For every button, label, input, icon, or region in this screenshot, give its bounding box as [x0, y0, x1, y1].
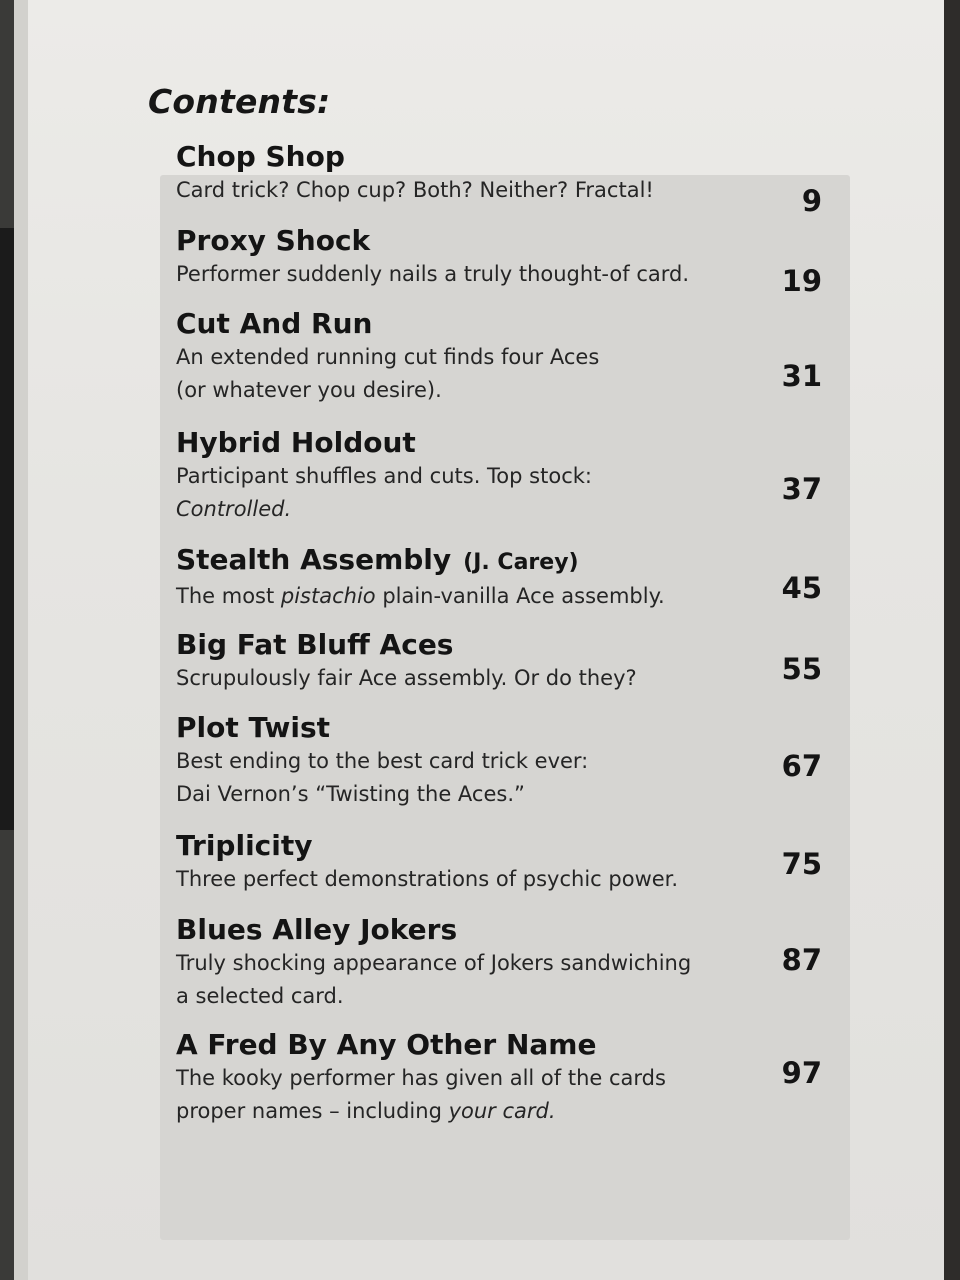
entry-title: Plot Twist — [176, 711, 331, 744]
entry-description — [176, 947, 736, 1013]
description-line: Three perfect demonstrations of psychic power. — [176, 867, 679, 891]
toc-entry-hybrid-holdout — [176, 426, 836, 526]
description-line: (or whatever you desire). — [176, 378, 442, 402]
description-line: Scrupulously fair Ace assembly. Or do they? — [176, 666, 637, 690]
description-line: Best ending to the best card trick ever: — [176, 749, 589, 773]
description-line: Card trick? Chop cup? Both? Neither? Fractal! — [176, 178, 654, 202]
entry-description — [176, 341, 736, 407]
contents-heading: Contents: — [148, 82, 331, 121]
description-line — [176, 1095, 736, 1128]
page-edge — [14, 0, 28, 1280]
page-number: 45 — [781, 571, 822, 605]
entry-title: Triplicity — [176, 829, 313, 862]
toc-entry-a-fred-by-any-other-name — [176, 1028, 836, 1128]
description-emphasis: your card. — [448, 1099, 556, 1123]
toc-entry-chop-shop — [176, 140, 836, 218]
toc-entry-stealth-assembly — [176, 543, 836, 613]
page-number: 75 — [781, 847, 822, 881]
description-line: Performer suddenly nails a truly thought-of card. — [176, 262, 690, 286]
entry-description — [176, 460, 736, 526]
description-line: Truly shocking appearance of Jokers sandwiching — [176, 951, 692, 975]
entry-description — [176, 863, 736, 896]
entry-title: Chop Shop — [176, 140, 345, 173]
photo-edge — [944, 0, 960, 1280]
description-line: An extended running cut finds four Aces — [176, 345, 600, 369]
toc-entry-cut-and-run — [176, 307, 836, 407]
entry-title: Proxy Shock — [176, 224, 371, 257]
toc-entry-plot-twist — [176, 711, 836, 811]
description-line: Dai Vernon’s “Twisting the Aces.” — [176, 782, 525, 806]
entry-title-text: Stealth Assembly — [176, 543, 452, 576]
entry-description — [176, 174, 736, 207]
toc-entry-big-fat-bluff-aces — [176, 628, 836, 695]
page-number: 97 — [781, 1056, 822, 1090]
entry-title: A Fred By Any Other Name — [176, 1028, 597, 1061]
description-line: a selected card. — [176, 984, 344, 1008]
toc-entry-proxy-shock — [176, 224, 836, 298]
entry-title — [176, 543, 836, 580]
page-number: 87 — [781, 943, 822, 977]
entry-credit: (J. Carey) — [463, 550, 579, 575]
description-emphasis: pistachio — [280, 584, 376, 608]
entry-title: Blues Alley Jokers — [176, 913, 458, 946]
book-binding — [0, 228, 14, 830]
description-line: The kooky performer has given all of the cards — [176, 1066, 666, 1090]
description-text: plain-vanilla Ace assembly. — [375, 584, 665, 608]
entry-title: Cut And Run — [176, 307, 373, 340]
description-text: proper names – including — [176, 1099, 449, 1123]
toc-entry-triplicity — [176, 829, 836, 896]
page-number: 67 — [781, 749, 822, 783]
page-number: 31 — [781, 359, 822, 393]
page-number: 9 — [801, 184, 822, 218]
entry-title: Big Fat Bluff Aces — [176, 628, 454, 661]
entry-description — [176, 662, 736, 695]
description-line — [176, 580, 736, 613]
description-line: Controlled. — [176, 497, 292, 521]
entry-title: Hybrid Holdout — [176, 426, 416, 459]
page-number: 37 — [781, 472, 822, 506]
entry-description — [176, 1062, 736, 1128]
page-number: 19 — [781, 264, 822, 298]
toc-entry-blues-alley-jokers — [176, 913, 836, 1013]
entry-description — [176, 580, 736, 613]
entry-description — [176, 745, 736, 811]
entry-description — [176, 258, 736, 291]
description-text: The most — [176, 584, 281, 608]
description-line: Participant shuffles and cuts. Top stock: — [176, 464, 592, 488]
page-number: 55 — [781, 652, 822, 686]
